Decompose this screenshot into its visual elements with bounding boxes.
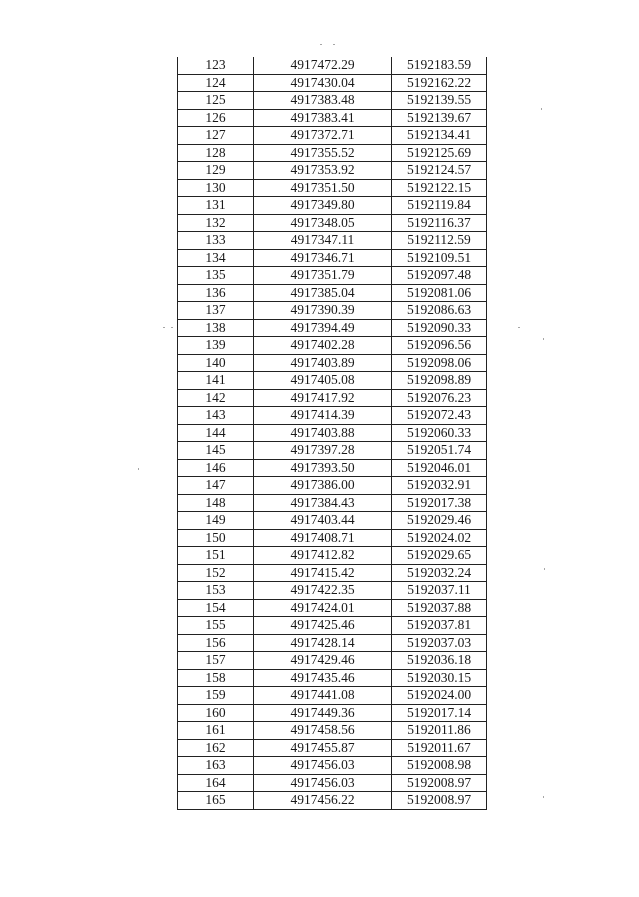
y-coordinate-cell: 5192060.33 <box>392 424 487 442</box>
point-number-cell: 161 <box>178 722 254 740</box>
x-coordinate-cell: 4917403.88 <box>254 424 392 442</box>
point-number-cell: 140 <box>178 354 254 372</box>
x-coordinate-cell: 4917383.48 <box>254 92 392 110</box>
x-coordinate-cell: 4917393.50 <box>254 459 392 477</box>
table-row <box>178 582 487 600</box>
table-row <box>178 354 487 372</box>
point-number-cell: 143 <box>178 407 254 425</box>
y-coordinate-cell: 5192076.23 <box>392 389 487 407</box>
point-number-cell: 154 <box>178 599 254 617</box>
table-row <box>178 74 487 92</box>
y-coordinate-cell: 5192134.41 <box>392 127 487 145</box>
table-row <box>178 722 487 740</box>
scan-speck <box>333 44 335 45</box>
table-row <box>178 197 487 215</box>
table-row <box>178 337 487 355</box>
x-coordinate-cell: 4917456.03 <box>254 757 392 775</box>
y-coordinate-cell: 5192037.81 <box>392 617 487 635</box>
x-coordinate-cell: 4917422.35 <box>254 582 392 600</box>
y-coordinate-cell: 5192125.69 <box>392 144 487 162</box>
y-coordinate-cell: 5192030.15 <box>392 669 487 687</box>
coordinates-table-body <box>178 57 487 809</box>
table-row <box>178 757 487 775</box>
y-coordinate-cell: 5192036.18 <box>392 652 487 670</box>
x-coordinate-cell: 4917372.71 <box>254 127 392 145</box>
table-row <box>178 792 487 810</box>
y-coordinate-cell: 5192008.97 <box>392 792 487 810</box>
x-coordinate-cell: 4917430.04 <box>254 74 392 92</box>
y-coordinate-cell: 5192097.48 <box>392 267 487 285</box>
table-row <box>178 179 487 197</box>
table-row <box>178 302 487 320</box>
point-number-cell: 142 <box>178 389 254 407</box>
table-row <box>178 92 487 110</box>
x-coordinate-cell: 4917456.22 <box>254 792 392 810</box>
table-row <box>178 442 487 460</box>
point-number-cell: 153 <box>178 582 254 600</box>
y-coordinate-cell: 5192017.14 <box>392 704 487 722</box>
y-coordinate-cell: 5192098.89 <box>392 372 487 390</box>
table-row <box>178 372 487 390</box>
x-coordinate-cell: 4917383.41 <box>254 109 392 127</box>
y-coordinate-cell: 5192032.91 <box>392 477 487 495</box>
y-coordinate-cell: 5192008.97 <box>392 774 487 792</box>
y-coordinate-cell: 5192086.63 <box>392 302 487 320</box>
point-number-cell: 158 <box>178 669 254 687</box>
y-coordinate-cell: 5192090.33 <box>392 319 487 337</box>
point-number-cell: 165 <box>178 792 254 810</box>
x-coordinate-cell: 4917351.79 <box>254 267 392 285</box>
point-number-cell: 157 <box>178 652 254 670</box>
scan-speck <box>543 338 544 340</box>
point-number-cell: 139 <box>178 337 254 355</box>
x-coordinate-cell: 4917349.80 <box>254 197 392 215</box>
y-coordinate-cell: 5192081.06 <box>392 284 487 302</box>
table-row <box>178 774 487 792</box>
table-row <box>178 687 487 705</box>
x-coordinate-cell: 4917412.82 <box>254 547 392 565</box>
y-coordinate-cell: 5192122.15 <box>392 179 487 197</box>
y-coordinate-cell: 5192109.51 <box>392 249 487 267</box>
x-coordinate-cell: 4917347.11 <box>254 232 392 250</box>
table-row <box>178 477 487 495</box>
point-number-cell: 128 <box>178 144 254 162</box>
point-number-cell: 160 <box>178 704 254 722</box>
point-number-cell: 138 <box>178 319 254 337</box>
y-coordinate-cell: 5192037.03 <box>392 634 487 652</box>
table-row <box>178 459 487 477</box>
x-coordinate-cell: 4917441.08 <box>254 687 392 705</box>
point-number-cell: 136 <box>178 284 254 302</box>
scan-speck <box>544 568 545 570</box>
point-number-cell: 156 <box>178 634 254 652</box>
x-coordinate-cell: 4917386.00 <box>254 477 392 495</box>
x-coordinate-cell: 4917435.46 <box>254 669 392 687</box>
y-coordinate-cell: 5192032.24 <box>392 564 487 582</box>
y-coordinate-cell: 5192037.88 <box>392 599 487 617</box>
x-coordinate-cell: 4917449.36 <box>254 704 392 722</box>
x-coordinate-cell: 4917385.04 <box>254 284 392 302</box>
y-coordinate-cell: 5192162.22 <box>392 74 487 92</box>
x-coordinate-cell: 4917415.42 <box>254 564 392 582</box>
point-number-cell: 144 <box>178 424 254 442</box>
point-number-cell: 135 <box>178 267 254 285</box>
point-number-cell: 127 <box>178 127 254 145</box>
y-coordinate-cell: 5192011.67 <box>392 739 487 757</box>
scan-speck <box>543 796 544 798</box>
table-row <box>178 284 487 302</box>
table-row <box>178 547 487 565</box>
y-coordinate-cell: 5192124.57 <box>392 162 487 180</box>
point-number-cell: 151 <box>178 547 254 565</box>
scan-speck <box>171 327 173 328</box>
point-number-cell: 132 <box>178 214 254 232</box>
x-coordinate-cell: 4917456.03 <box>254 774 392 792</box>
y-coordinate-cell: 5192183.59 <box>392 57 487 74</box>
point-number-cell: 146 <box>178 459 254 477</box>
x-coordinate-cell: 4917402.28 <box>254 337 392 355</box>
point-number-cell: 134 <box>178 249 254 267</box>
scan-speck <box>138 468 139 470</box>
x-coordinate-cell: 4917403.44 <box>254 512 392 530</box>
table-row <box>178 214 487 232</box>
y-coordinate-cell: 5192024.00 <box>392 687 487 705</box>
x-coordinate-cell: 4917428.14 <box>254 634 392 652</box>
table-row <box>178 669 487 687</box>
table-row <box>178 529 487 547</box>
point-number-cell: 159 <box>178 687 254 705</box>
x-coordinate-cell: 4917429.46 <box>254 652 392 670</box>
point-number-cell: 124 <box>178 74 254 92</box>
y-coordinate-cell: 5192112.59 <box>392 232 487 250</box>
x-coordinate-cell: 4917394.49 <box>254 319 392 337</box>
y-coordinate-cell: 5192017.38 <box>392 494 487 512</box>
table-row <box>178 494 487 512</box>
y-coordinate-cell: 5192096.56 <box>392 337 487 355</box>
table-row <box>178 407 487 425</box>
point-number-cell: 145 <box>178 442 254 460</box>
x-coordinate-cell: 4917353.92 <box>254 162 392 180</box>
coordinates-table <box>177 57 487 810</box>
table-row <box>178 319 487 337</box>
table-row <box>178 652 487 670</box>
point-number-cell: 125 <box>178 92 254 110</box>
y-coordinate-cell: 5192024.02 <box>392 529 487 547</box>
point-number-cell: 126 <box>178 109 254 127</box>
scan-speck <box>518 327 520 328</box>
point-number-cell: 148 <box>178 494 254 512</box>
point-number-cell: 152 <box>178 564 254 582</box>
y-coordinate-cell: 5192029.46 <box>392 512 487 530</box>
x-coordinate-cell: 4917348.05 <box>254 214 392 232</box>
x-coordinate-cell: 4917414.39 <box>254 407 392 425</box>
point-number-cell: 141 <box>178 372 254 390</box>
y-coordinate-cell: 5192116.37 <box>392 214 487 232</box>
point-number-cell: 133 <box>178 232 254 250</box>
point-number-cell: 149 <box>178 512 254 530</box>
table-row <box>178 704 487 722</box>
x-coordinate-cell: 4917384.43 <box>254 494 392 512</box>
x-coordinate-cell: 4917351.50 <box>254 179 392 197</box>
y-coordinate-cell: 5192098.06 <box>392 354 487 372</box>
table-row <box>178 144 487 162</box>
table-row <box>178 57 487 74</box>
point-number-cell: 137 <box>178 302 254 320</box>
x-coordinate-cell: 4917355.52 <box>254 144 392 162</box>
y-coordinate-cell: 5192051.74 <box>392 442 487 460</box>
point-number-cell: 131 <box>178 197 254 215</box>
y-coordinate-cell: 5192011.86 <box>392 722 487 740</box>
point-number-cell: 129 <box>178 162 254 180</box>
x-coordinate-cell: 4917403.89 <box>254 354 392 372</box>
y-coordinate-cell: 5192139.55 <box>392 92 487 110</box>
y-coordinate-cell: 5192029.65 <box>392 547 487 565</box>
table-row <box>178 739 487 757</box>
point-number-cell: 155 <box>178 617 254 635</box>
y-coordinate-cell: 5192119.84 <box>392 197 487 215</box>
x-coordinate-cell: 4917424.01 <box>254 599 392 617</box>
point-number-cell: 162 <box>178 739 254 757</box>
y-coordinate-cell: 5192046.01 <box>392 459 487 477</box>
scan-speck <box>541 108 542 110</box>
table-row <box>178 634 487 652</box>
y-coordinate-cell: 5192072.43 <box>392 407 487 425</box>
table-row <box>178 389 487 407</box>
point-number-cell: 163 <box>178 757 254 775</box>
x-coordinate-cell: 4917405.08 <box>254 372 392 390</box>
x-coordinate-cell: 4917472.29 <box>254 57 392 74</box>
table-row <box>178 424 487 442</box>
point-number-cell: 147 <box>178 477 254 495</box>
table-row <box>178 617 487 635</box>
table-row <box>178 599 487 617</box>
table-row <box>178 249 487 267</box>
table-row <box>178 162 487 180</box>
x-coordinate-cell: 4917390.39 <box>254 302 392 320</box>
scan-speck <box>320 44 322 45</box>
y-coordinate-cell: 5192008.98 <box>392 757 487 775</box>
x-coordinate-cell: 4917408.71 <box>254 529 392 547</box>
x-coordinate-cell: 4917417.92 <box>254 389 392 407</box>
y-coordinate-cell: 5192139.67 <box>392 109 487 127</box>
table-row <box>178 512 487 530</box>
point-number-cell: 123 <box>178 57 254 74</box>
x-coordinate-cell: 4917397.28 <box>254 442 392 460</box>
table-row <box>178 564 487 582</box>
point-number-cell: 164 <box>178 774 254 792</box>
table-row <box>178 109 487 127</box>
y-coordinate-cell: 5192037.11 <box>392 582 487 600</box>
table-row <box>178 232 487 250</box>
x-coordinate-cell: 4917455.87 <box>254 739 392 757</box>
table-row <box>178 127 487 145</box>
point-number-cell: 150 <box>178 529 254 547</box>
table-row <box>178 267 487 285</box>
x-coordinate-cell: 4917425.46 <box>254 617 392 635</box>
point-number-cell: 130 <box>178 179 254 197</box>
scan-speck <box>163 327 165 328</box>
x-coordinate-cell: 4917346.71 <box>254 249 392 267</box>
x-coordinate-cell: 4917458.56 <box>254 722 392 740</box>
